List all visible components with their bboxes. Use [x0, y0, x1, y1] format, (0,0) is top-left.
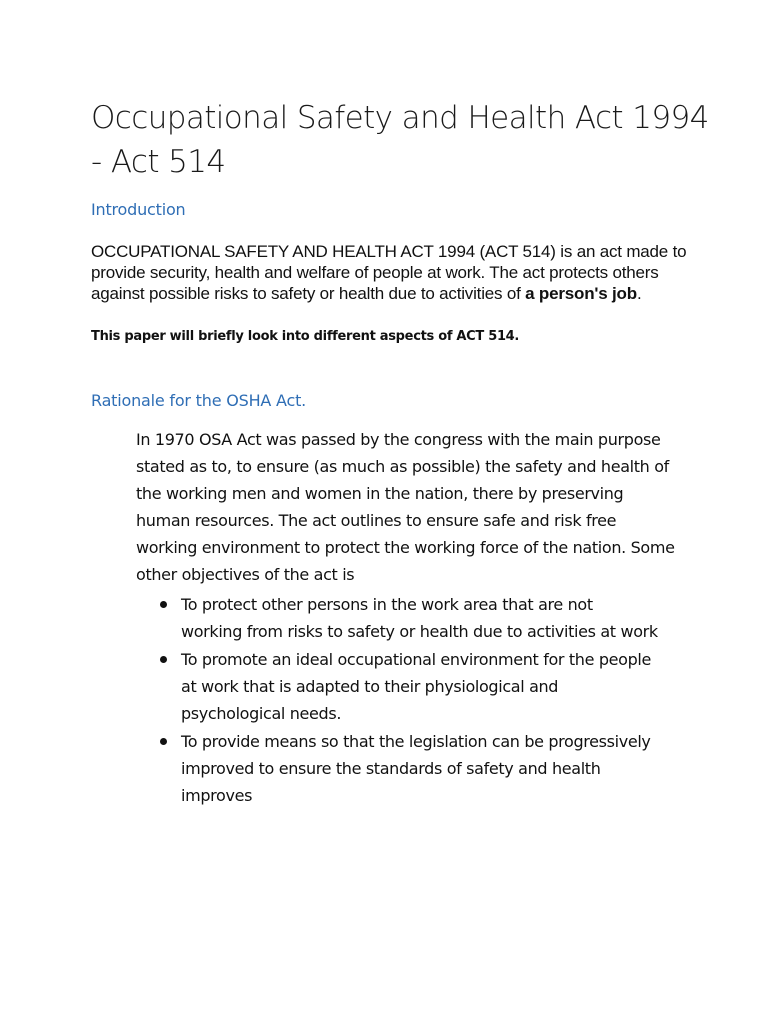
introduction-text-end: . — [636, 284, 642, 303]
rationale-heading: Rationale for the OSHA Act. — [91, 391, 307, 410]
introduction-bold-text: a person's job — [525, 284, 637, 303]
objectives-list — [158, 591, 658, 810]
document-title: Occupational Safety and Health Act 1994 - Act 514 — [91, 100, 709, 180]
list-item — [158, 646, 658, 727]
list-item-text: To promote an ideal occupational environment for the people at work that is adapted to their physiological and psychological needs. — [181, 650, 651, 723]
bullet-icon — [160, 601, 167, 608]
bullet-icon — [160, 656, 167, 663]
list-item — [158, 591, 658, 645]
introduction-note: This paper will briefly look into different aspects of ACT 514. — [91, 329, 520, 344]
rationale-paragraph: In 1970 OSA Act was passed by the congress with the main purpose stated as to, to ensure (as much as possible) the safety and health of the working men and women in the nation, there by preserving human resources. The act outlines to ensure safe and risk free working environment to protect the working force of the nation. Some other objectives of the act is — [136, 430, 675, 584]
list-item-text: To provide means so that the legislation can be progressively improved to ensure the standards of safety and health improves — [181, 732, 651, 805]
list-item — [158, 728, 658, 809]
bullet-icon — [160, 738, 167, 745]
list-item-text: To protect other persons in the work area that are not working from risks to safety or health due to activities at work — [181, 595, 658, 641]
introduction-text: OCCUPATIONAL SAFETY AND HEALTH ACT 1994 (ACT 514) is an act made to provide security, health and welfare of people at work. The act protects others against possible risks to safety or health due to activities of — [91, 242, 687, 303]
introduction-paragraph — [91, 241, 691, 304]
introduction-heading: Introduction — [91, 200, 186, 219]
